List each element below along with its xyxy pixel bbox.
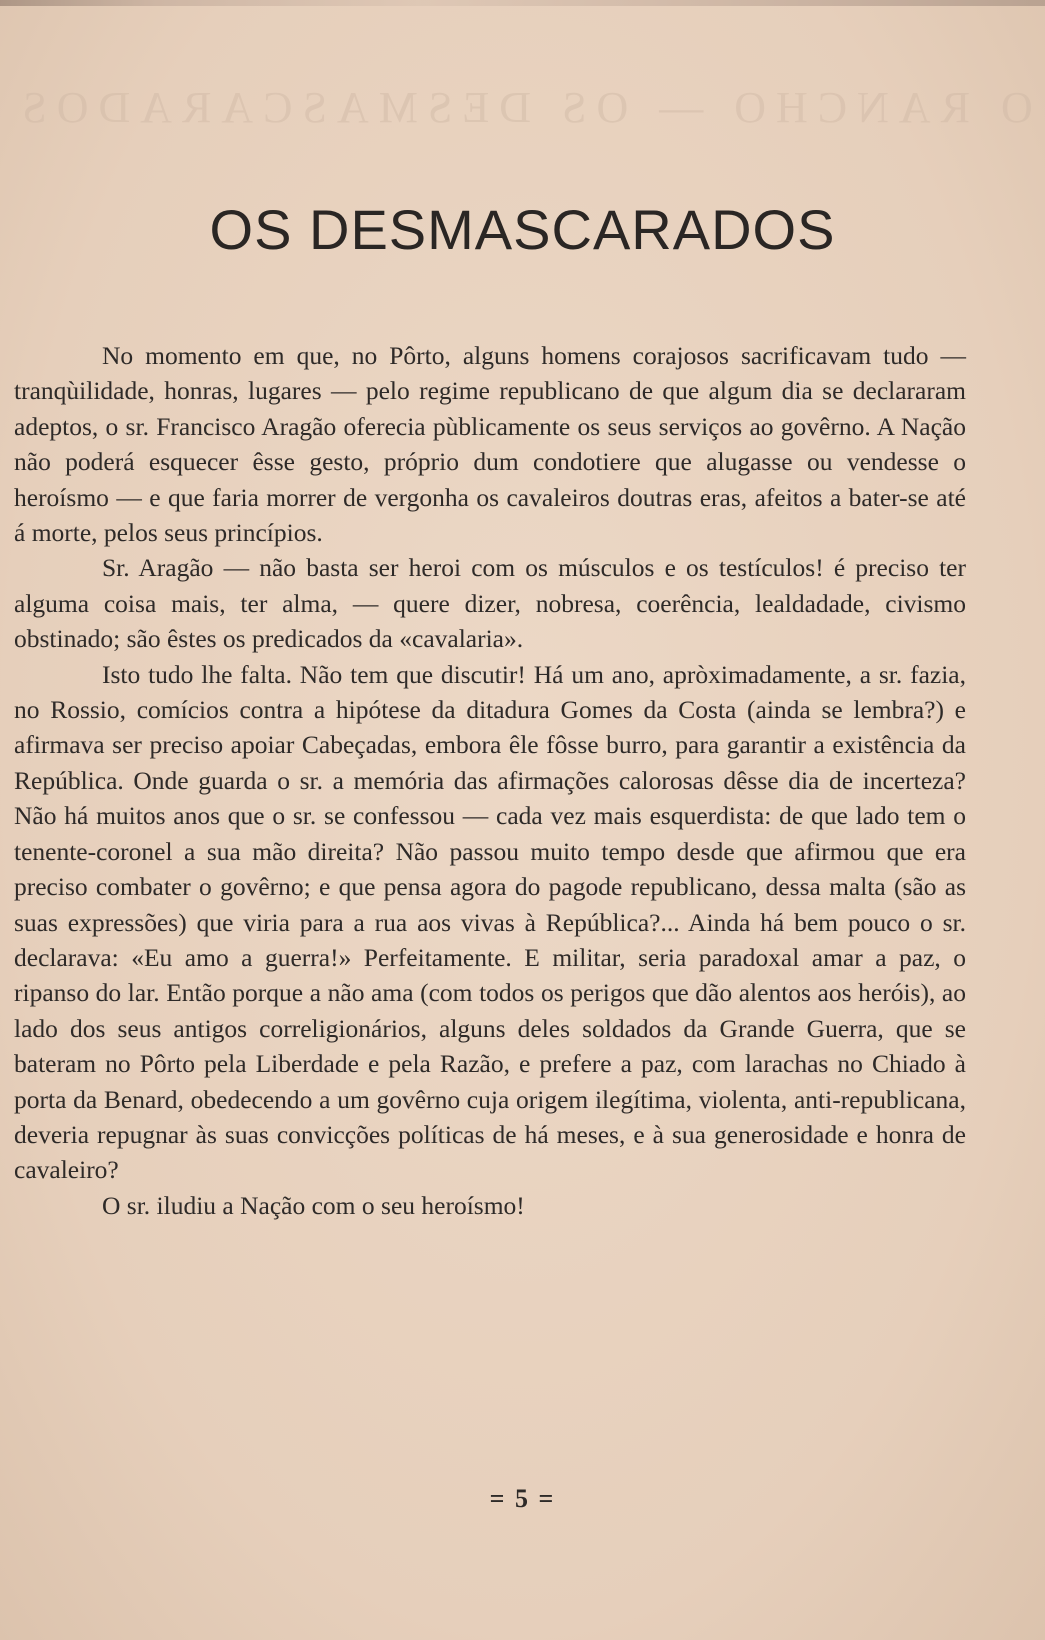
paragraph-4: O sr. iludiu a Nação com o seu heroísmo! (102, 1190, 525, 1220)
paragraph-3: Isto tudo lhe falta. Não tem que discutir! Há um ano, apròximadamente, a sr. fazia, no Rossio, comícios contra a hipótese da ditadura Gomes da Costa (ainda se lembra?) e afirmava ser preciso apoiar Cabeçadas, embora êle fôsse burro, para garantir a existência da República. Onde guarda o sr. a memória das afirmações calorosas dêsse dia de incerteza? Não há muitos anos que o sr. se confessou — cada vez mais esquerdista: de que lado tem o tenente-coronel a sua mão direita? Não passou muito tempo desde que afirmou que era preciso combater o govêrno; e que pensa agora do pagode republicano, dessa malta (são as suas expressões) que viria para a rua aos vivas à República?... Ainda há bem pouco o sr. declarava: «Eu amo a guerra!» Perfeitamente. E militar, seria paradoxal amar a paz, o ripanso do lar. Então porque a não ama (com todos os perigos que dão alentos aos heróis), ao lado dos seus antigos correligionários, alguns deles soldados da Grande Guerra, que se bateram no Pôrto pela Liberdade e pela Razão, e prefere a paz, com larachas no Chiado à porta da Benard, obedecendo a um govêrno cuja origem ilegítima, violenta, anti-republicana, deveria repugnar às suas convicções políticas de há meses, e à sua generosidade e honra de cavaleiro? (14, 659, 966, 1185)
page-number: = 5 = (489, 1484, 556, 1513)
article-body (14, 338, 966, 1223)
bleed-through-text: O RANCHO — OS DESMASCARADOS (12, 83, 1033, 132)
paragraph-2: Sr. Aragão — não basta ser heroi com os músculos e os testículos! é preciso ter alguma coisa mais, ter alma, — quere dizer, nobresa, coerência, lealdadade, civismo obstinado; são êstes os predicados da «cavalaria». (14, 553, 966, 654)
paragraph-1: No momento em que, no Pôrto, alguns homens corajosos sacrificavam tudo — tranqùilidade, honras, lugares — pelo regime republicano de que algum dia se declararam adeptos, o sr. Francisco Aragão oferecia pùblicamente os seus serviços ao govêrno. A Nação não poderá esquecer êsse gesto, próprio dum condotiere que alugasse ou vendesse o heroísmo — e que faria morrer de vergonha os cavaleiros doutras eras, afeitos a bater-se até á morte, pelos seus princípios. (14, 341, 966, 548)
page-title: OS DESMASCARADOS (209, 198, 836, 261)
page-edge (0, 0, 1045, 6)
